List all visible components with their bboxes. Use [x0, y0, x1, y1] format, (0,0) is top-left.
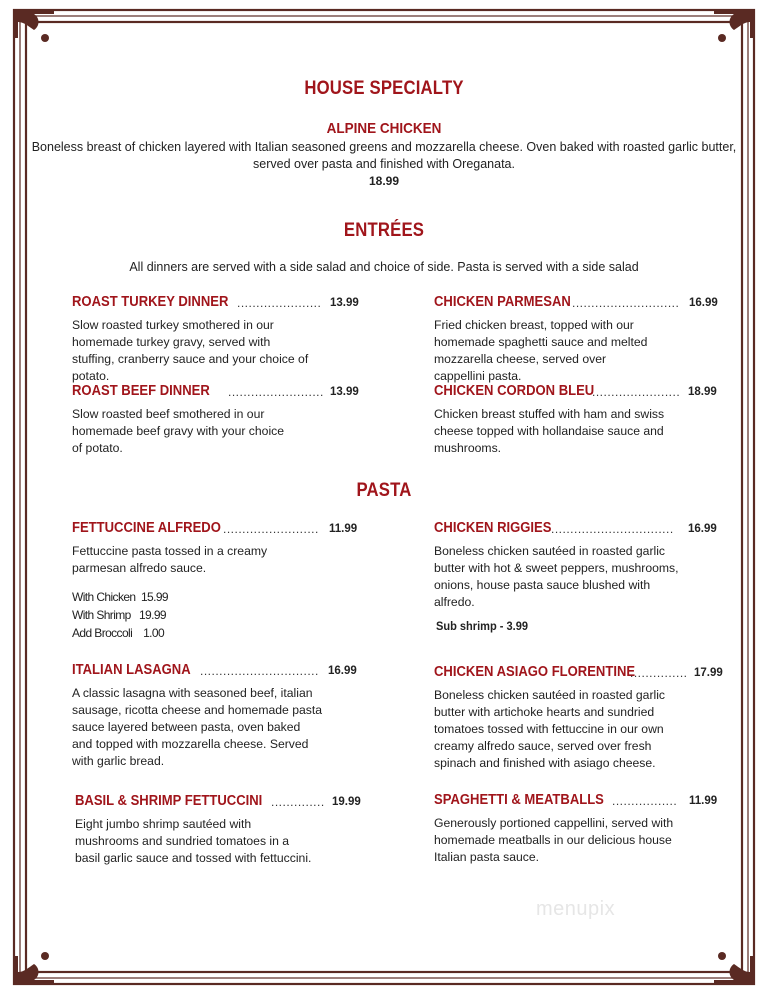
item-price: 16.99 [689, 297, 718, 309]
item-price: 13.99 [330, 297, 359, 309]
item-name: SPAGHETTI & MEATBALLS [434, 792, 604, 808]
entrees-note: All dinners are served with a side salad and choice of side. Pasta is served with a side salad [129, 260, 639, 274]
item-name: BASIL & SHRIMP FETTUCCINI [75, 793, 263, 809]
entrees-heading: ENTRÉES [343, 220, 425, 241]
menu-item-chicken-cordon-bleu [434, 383, 734, 457]
item-description: Boneless chicken sautéed in roasted garlic butter with artichoke hearts and sundried tomatoes tossed with fettuccine in our own creamy alfredo sauce, served over fresh spinach and finished with asiago cheese. [434, 688, 666, 770]
addon-list [72, 588, 372, 642]
leader-dots: ......................... [228, 385, 324, 399]
menu-item-chicken-riggies [434, 520, 734, 633]
leader-dots: ...................... [237, 296, 322, 310]
leader-dots: ............... [630, 666, 688, 680]
menu-item-basil-shrimp-fettuccini [75, 793, 375, 867]
item-price: 18.99 [688, 386, 717, 398]
item-price: 13.99 [330, 386, 359, 398]
item-name: ROAST BEEF DINNER [72, 383, 210, 399]
sub-shrimp-note: Sub shrimp - 3.99 [436, 619, 529, 633]
alpine-chicken-price: 18.99 [368, 174, 400, 188]
item-description: Boneless chicken sautéed in roasted garlic butter with hot & sweet peppers, mushrooms, onions, house pasta sauce blushed with alfredo. [434, 544, 679, 609]
item-description: Slow roasted turkey smothered in our homemade turkey gravy, served with stuffing, cranberry sauce and your choice of potato. [72, 318, 309, 383]
alpine-chicken-description-2: served over pasta and finished with Oreganata. [253, 157, 515, 171]
leader-dots: ......................... [223, 522, 319, 536]
item-name: CHICKEN ASIAGO FLORENTINE [434, 664, 636, 680]
item-name: CHICKEN RIGGIES [434, 520, 552, 536]
menu-item-italian-lasagna [72, 662, 372, 770]
item-price: 11.99 [689, 795, 718, 807]
leader-dots: ................. [612, 794, 678, 808]
house-specialty-heading: HOUSE SPECIALTY [304, 78, 464, 99]
leader-dots: ............................ [572, 296, 680, 310]
addon-add-broccoli: Add Broccoli 1.00 [72, 626, 165, 640]
leader-dots: ............................... [200, 664, 319, 678]
item-price: 16.99 [688, 523, 717, 535]
item-name: ROAST TURKEY DINNER [72, 294, 229, 310]
menu-item-fettuccine-alfredo [72, 520, 372, 642]
item-name: CHICKEN CORDON BLEU [434, 383, 595, 399]
item-price: 16.99 [328, 665, 357, 677]
item-description: A classic lasagna with seasoned beef, italian sausage, ricotta cheese and homemade pasta sauce layered between pasta, oven baked and topped with mozzarella cheese. Served with garlic bread. [72, 686, 323, 768]
menu-item-spaghetti-meatballs [434, 792, 734, 866]
item-price: 11.99 [329, 523, 358, 535]
leader-dots: ....................... [592, 385, 681, 399]
leader-dots: ................................ [551, 522, 674, 536]
leader-dots: .............. [271, 795, 325, 809]
menu-item-chicken-parmesan [434, 294, 734, 385]
addon-with-chicken: With Chicken 15.99 [72, 590, 168, 604]
item-description: Fried chicken breast, topped with our homemade spaghetti sauce and melted mozzarella cheese, served over cappellini pasta. [434, 318, 648, 383]
alpine-chicken-title: ALPINE CHICKEN [326, 120, 442, 137]
item-description: Generously portioned cappellini, served with homemade meatballs in our delicious house Italian pasta sauce. [434, 816, 674, 864]
item-price: 19.99 [332, 796, 361, 808]
item-description: Eight jumbo shrimp sautéed with mushrooms and sundried tomatoes in a basil garlic sauce and tossed with fettuccini. [75, 817, 312, 865]
item-description: Fettuccine pasta tossed in a creamy parmesan alfredo sauce. [72, 544, 268, 575]
item-name: ITALIAN LASAGNA [72, 662, 191, 678]
item-name: CHICKEN PARMESAN [434, 294, 571, 310]
menupix-watermark: menupix [536, 898, 616, 920]
menu-item-roast-beef [72, 383, 372, 457]
pasta-heading: PASTA [356, 480, 412, 501]
alpine-chicken-description-1: Boneless breast of chicken layered with Italian seasoned greens and mozzarella cheese. Oven baked with roasted garlic butter, [31, 140, 737, 154]
item-price: 17.99 [694, 667, 723, 679]
item-name: FETTUCCINE ALFREDO [72, 520, 221, 536]
addon-with-shrimp: With Shrimp 19.99 [72, 608, 166, 622]
item-description: Slow roasted beef smothered in our homemade beef gravy with your choice of potato. [72, 407, 285, 455]
menu-item-chicken-asiago-florentine [434, 664, 734, 772]
item-description: Chicken breast stuffed with ham and swiss cheese topped with hollandaise sauce and mushrooms. [434, 407, 665, 455]
menu-item-roast-turkey [72, 294, 372, 385]
